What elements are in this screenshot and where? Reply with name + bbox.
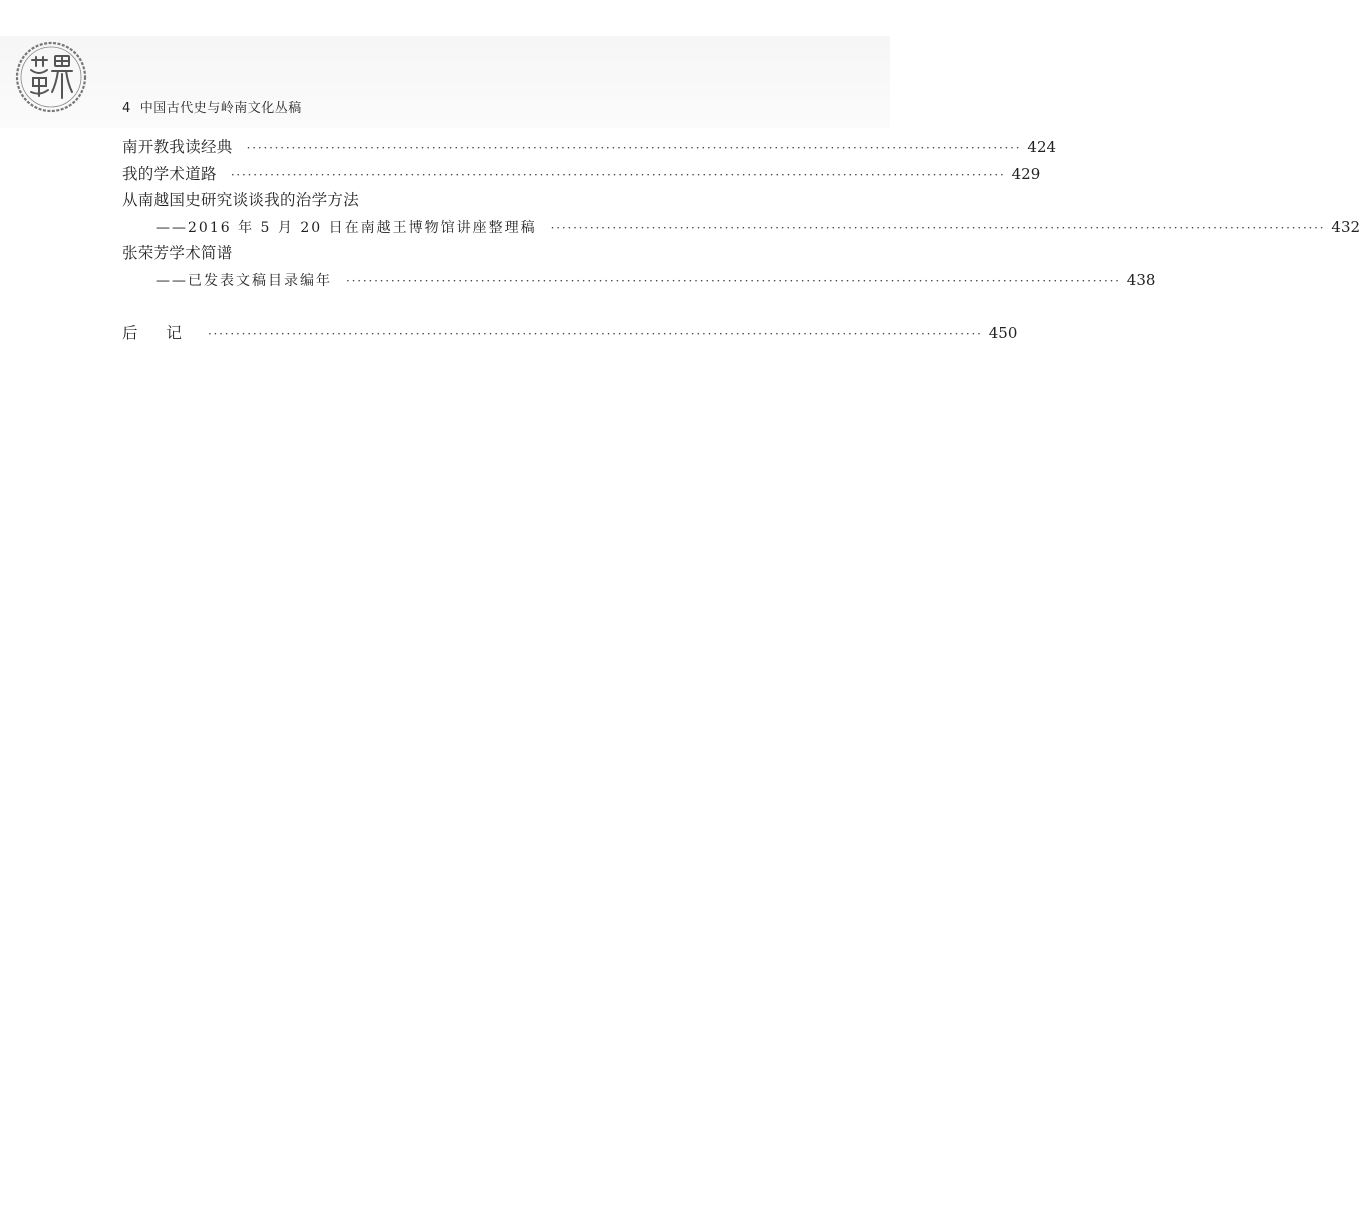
dot-leader: ·········································································································································· [550,220,1326,235]
dot-leader: ·········································································································································· [230,167,1006,182]
toc-entry-title: 后 记 [122,324,194,342]
toc-entry-page: 429 [1011,164,1041,183]
book-title: 中国古代史与岭南文化丛稿 [139,101,302,116]
toc-entry[interactable] [122,189,778,216]
running-head [122,97,302,116]
dot-leader: ·········································································································································· [346,273,1121,288]
toc-entry-title: ——2016 年 5 月 20 日在南越王博物馆讲座整理稿 [156,219,537,236]
toc-entry-title: 张荣芳学术简谱 [122,244,233,262]
toc-entry[interactable] [122,322,1018,349]
dot-leader: ·········································································································································· [246,141,1022,155]
toc-entry-title: 我的学术道路 [122,164,217,183]
toc-entry-subtitle[interactable] [122,216,1360,243]
toc-entry-page: 424 [1027,138,1057,156]
dot-leader: ·········································································································································· [207,327,983,341]
toc-entry[interactable] [122,163,1041,190]
toc-entry-subtitle[interactable] [122,269,1156,296]
toc-entry[interactable] [122,242,778,269]
page-number: 4 [122,101,131,116]
toc-entry-title: 从南越国史研究谈谈我的治学方法 [122,191,360,209]
seal-stamp-icon [14,40,88,114]
toc-entry-page: 432 [1331,217,1360,236]
toc-entry-page: 438 [1126,270,1156,289]
toc-entry-title: ——已发表文稿目录编年 [156,272,332,289]
toc-entry[interactable] [122,136,1057,163]
toc-entry-title: 南开教我读经典 [122,138,233,156]
toc-entry-page: 450 [988,324,1018,342]
table-of-contents [122,136,1360,349]
